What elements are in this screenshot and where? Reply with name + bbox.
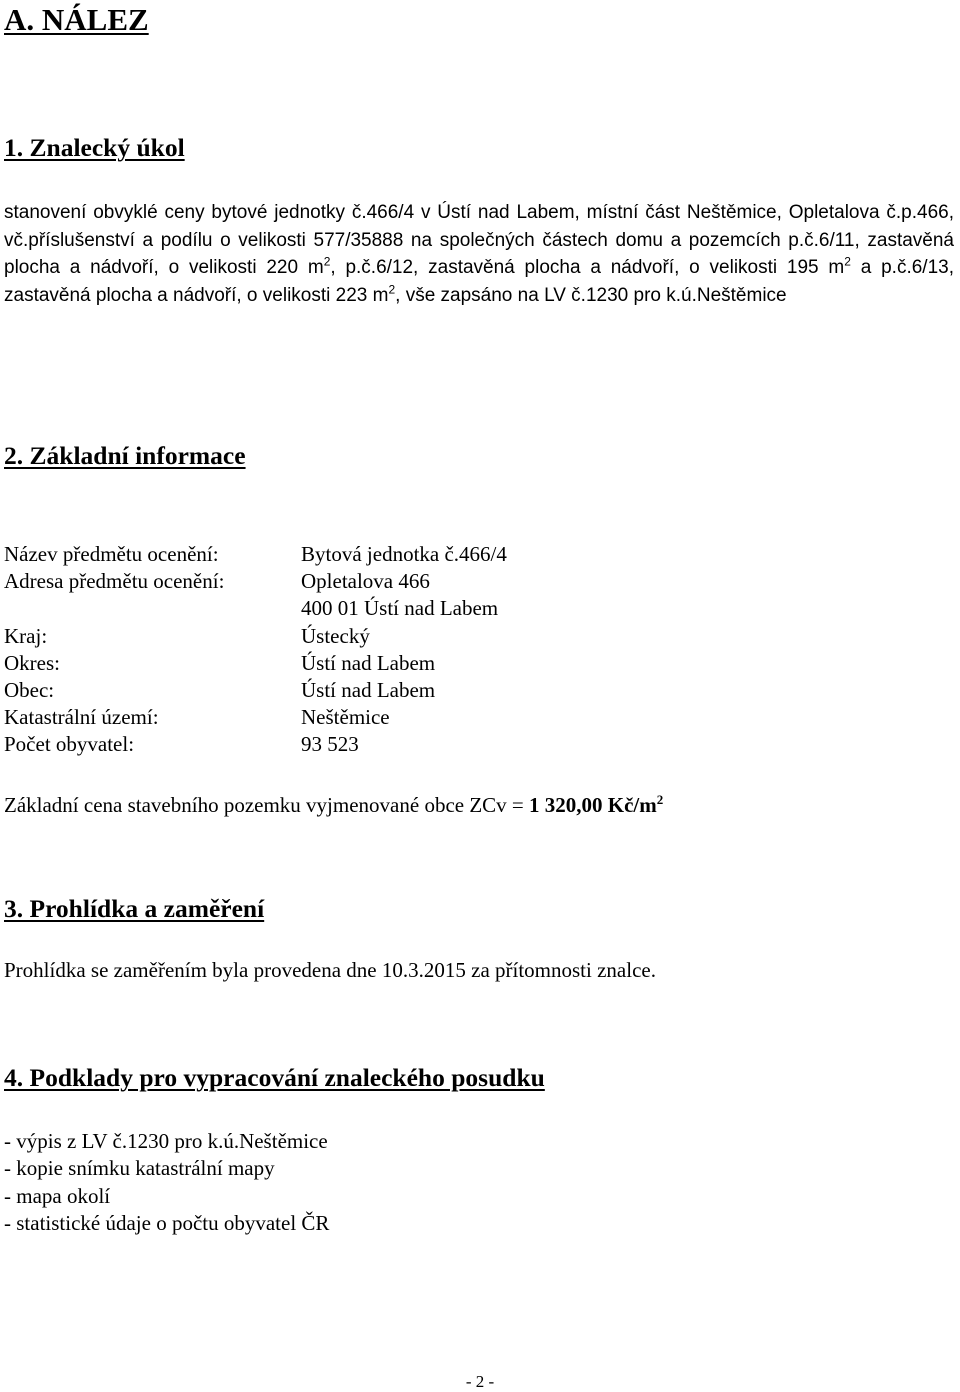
info-value: Ústí nad Labem xyxy=(301,678,436,703)
section-3-heading: 3. Prohlídka a zaměření xyxy=(4,894,265,923)
main-heading: A. NÁLEZ xyxy=(4,2,149,37)
info-label: Adresa předmětu ocenění: xyxy=(4,569,225,594)
base-price-value xyxy=(529,793,663,817)
list-item: - kopie snímku katastrální mapy xyxy=(4,1156,275,1181)
base-price-line xyxy=(4,786,663,819)
info-row xyxy=(4,731,507,758)
documents-list xyxy=(4,1128,329,1237)
task-description xyxy=(4,199,954,309)
info-value: 400 01 Ústí nad Labem xyxy=(301,596,499,621)
info-label: Katastrální území: xyxy=(4,705,159,730)
task-text-part-4: , vše zapsáno na LV č.1230 pro k.ú.Neštěmice xyxy=(395,284,787,306)
base-price-amount: 1 320,00 Kč/m xyxy=(529,793,657,817)
section-1-heading: 1. Znalecký úkol xyxy=(4,133,185,162)
section-2-heading: 2. Základní informace xyxy=(4,441,246,470)
info-label: Obec: xyxy=(4,678,55,703)
page-number: - 2 - xyxy=(465,1372,495,1391)
list-item: - výpis z LV č.1230 pro k.ú.Neštěmice xyxy=(4,1129,328,1153)
superscript: 2 xyxy=(656,792,664,807)
info-label: Kraj: xyxy=(4,623,48,648)
superscript: 2 xyxy=(323,254,331,269)
info-row xyxy=(4,677,507,704)
info-row xyxy=(4,623,507,650)
list-item: - mapa okolí xyxy=(4,1183,111,1208)
info-value: Ústecký xyxy=(301,623,370,648)
info-value: 93 523 xyxy=(301,732,359,757)
info-row xyxy=(4,704,507,731)
task-text-part-1: stanovení obvyklé ceny bytové jednotky č.466/4 v Ústí nad Labem, místní část Neštěmice, Opletalova č.p.466, vč.příslušenství a podílu o velikosti 577/35888 na společných částech domu a pozemcích p.č.6/11, zastavěná plocha a nádvoří, o velikosti 220 m xyxy=(4,202,954,278)
list-item: - statistické údaje o počtu obyvatel ČR xyxy=(4,1210,330,1235)
info-row xyxy=(4,541,507,568)
info-label: Počet obyvatel: xyxy=(4,732,135,757)
info-row xyxy=(4,595,507,622)
superscript: 2 xyxy=(844,254,851,269)
info-value: Opletalova 466 xyxy=(301,569,430,594)
superscript: 2 xyxy=(388,282,396,297)
info-value: Bytová jednotka č.466/4 xyxy=(301,542,507,566)
info-label: Název předmětu ocenění: xyxy=(4,542,219,566)
base-price-label: Základní cena stavebního pozemku vyjmenované obce ZCv = xyxy=(4,793,530,817)
section-4-heading: 4. Podklady pro vypracování znaleckého posudku xyxy=(4,1063,545,1092)
info-label xyxy=(4,595,301,622)
task-text-part-2: , p.č.6/12, zastavěná plocha a nádvoří, o velikosti 195 m xyxy=(330,257,845,278)
info-row xyxy=(4,568,507,595)
basic-info-table xyxy=(4,541,507,759)
inspection-text: Prohlídka se zaměřením byla provedena dne 10.3.2015 za přítomnosti znalce. xyxy=(4,958,656,982)
info-value: Ústí nad Labem xyxy=(301,650,436,675)
task-text-part-3: a p.č.6/13, zastavěná plocha a nádvoří, o velikosti 223 m xyxy=(4,257,954,306)
info-value: Neštěmice xyxy=(301,705,390,730)
info-row xyxy=(4,650,507,677)
info-label: Okres: xyxy=(4,650,60,675)
